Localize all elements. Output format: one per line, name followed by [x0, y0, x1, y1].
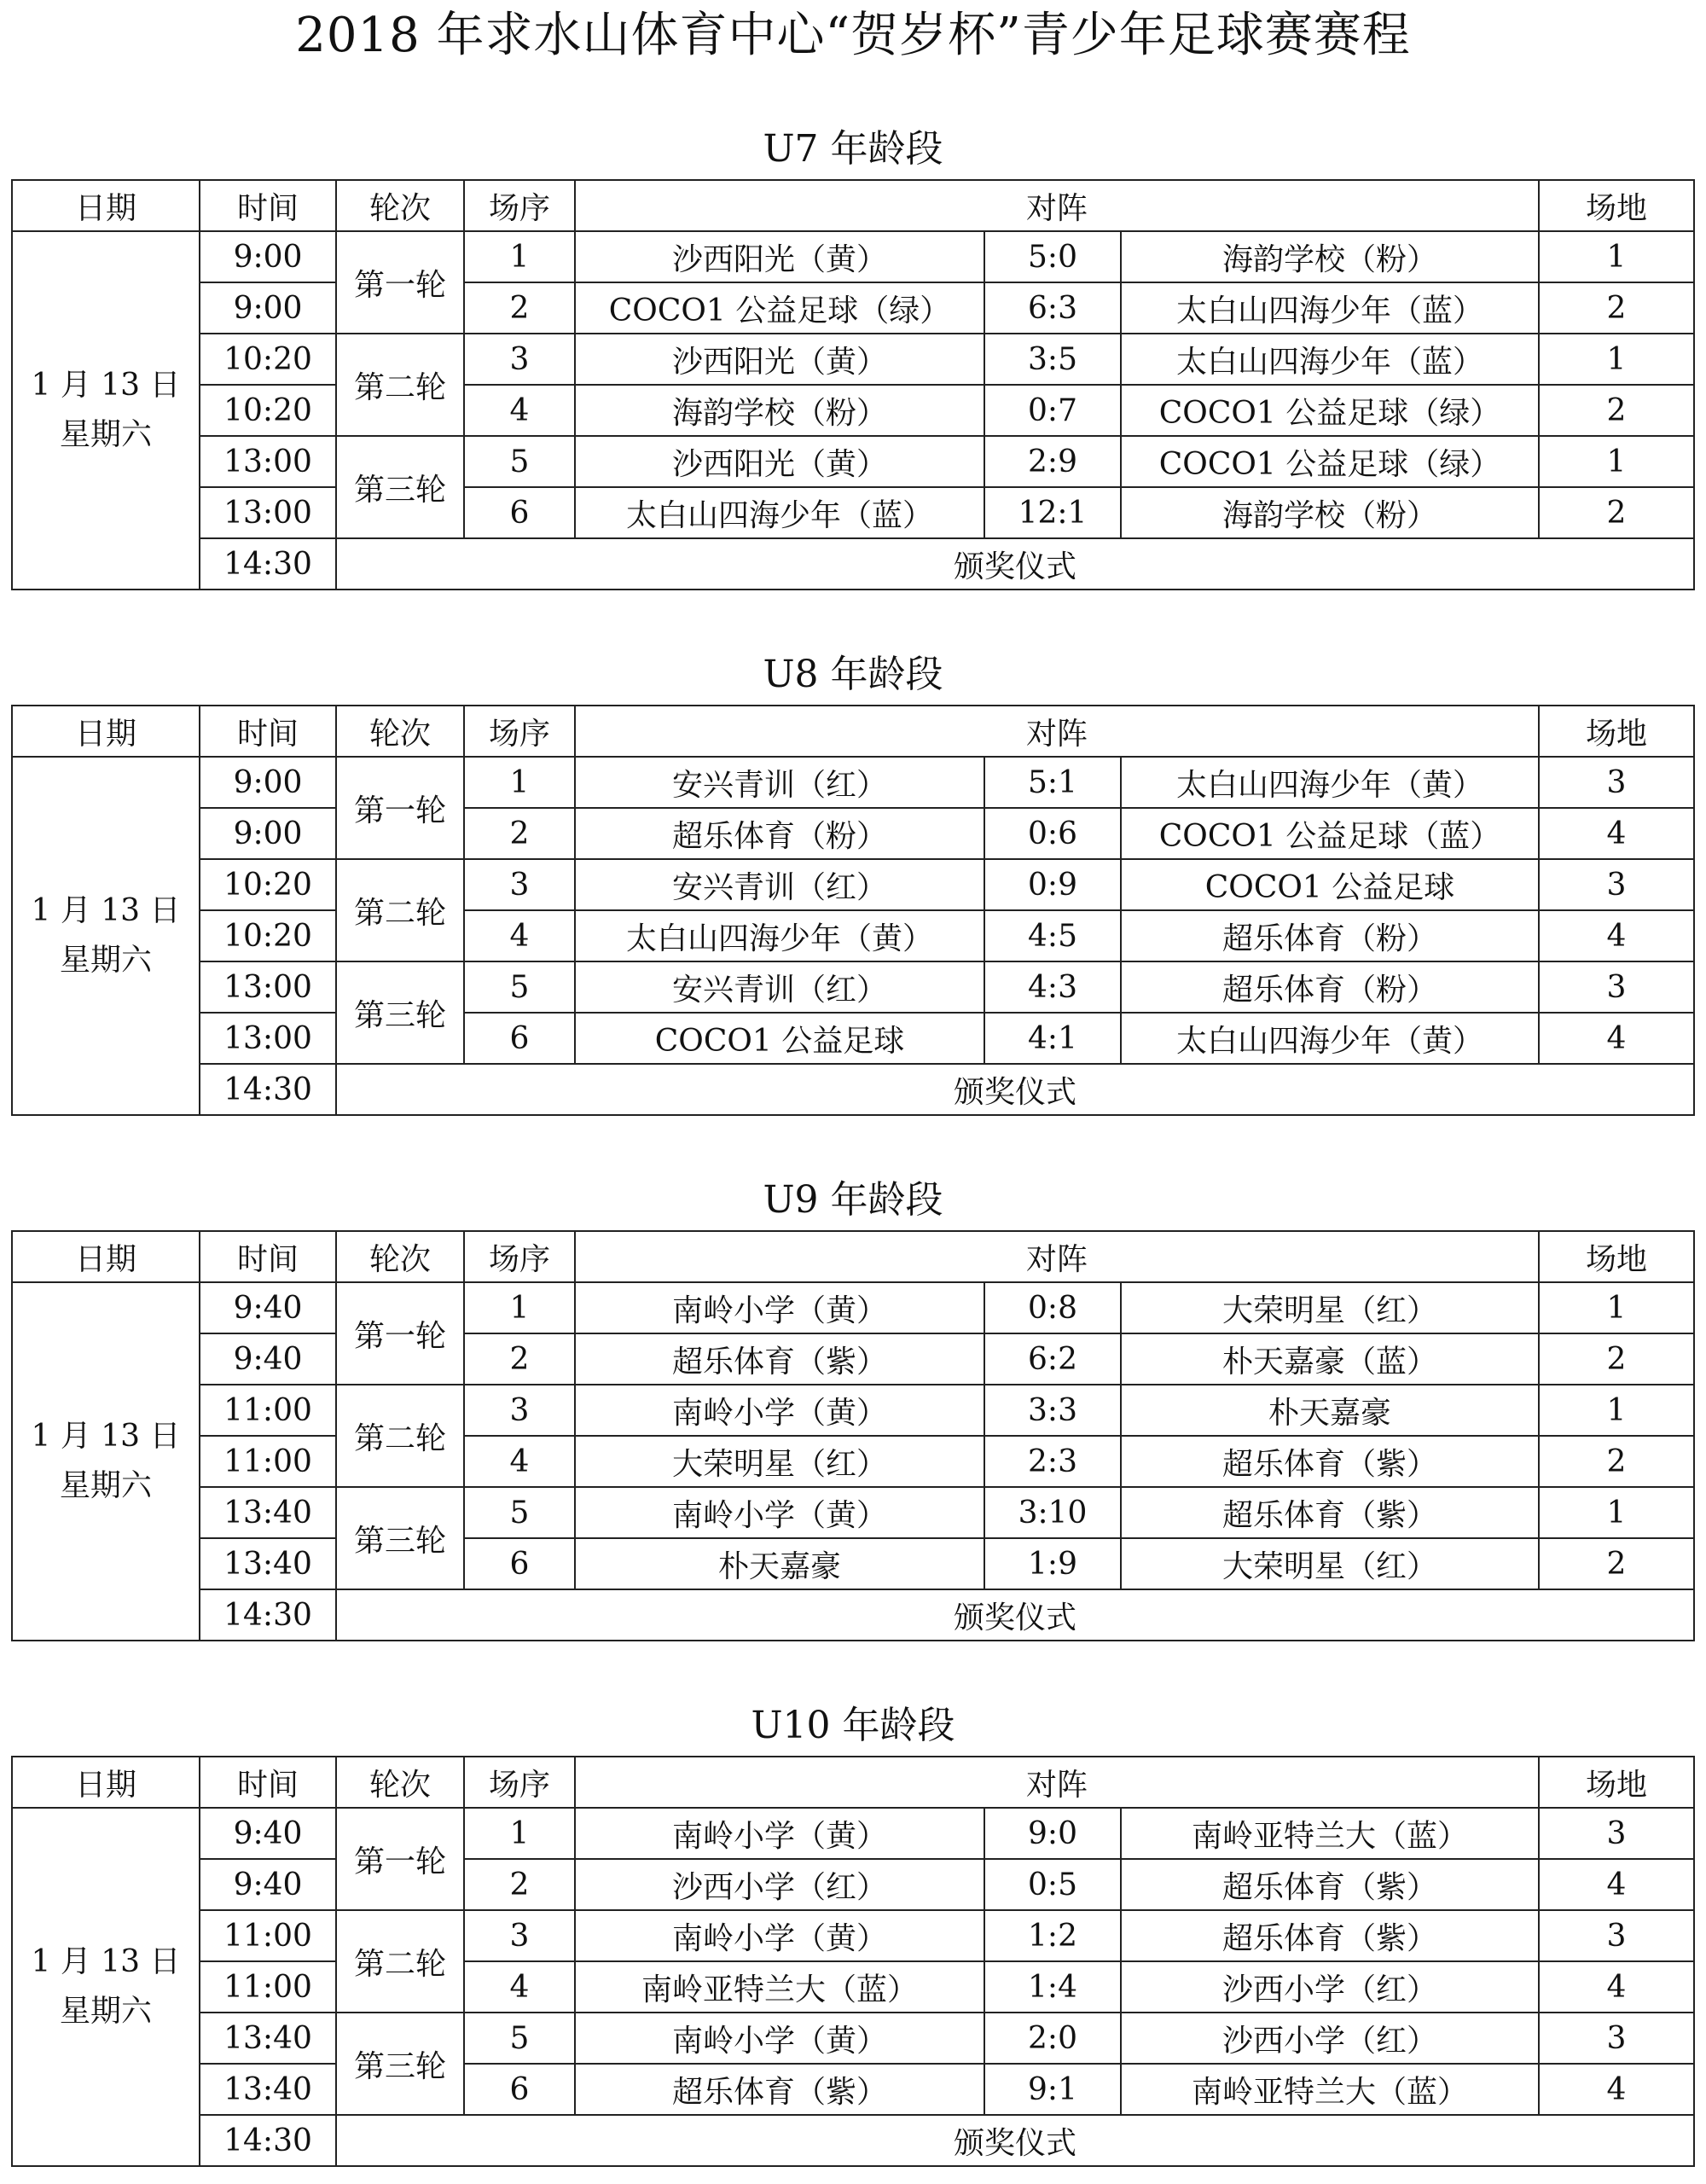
- section-title: U9 年龄段: [763, 1178, 943, 1222]
- match-seq: 4: [464, 910, 575, 961]
- field-number: 2: [1539, 385, 1694, 436]
- match-time: 9:40: [200, 1282, 336, 1333]
- header-seq: 场序: [464, 706, 575, 757]
- home-team: 南岭小学（黄）: [575, 1282, 984, 1333]
- match-time: 13:00: [200, 961, 336, 1013]
- match-time: 13:40: [200, 1487, 336, 1538]
- away-team: COCO1 公益足球: [1121, 859, 1539, 910]
- match-seq: 5: [464, 961, 575, 1013]
- home-team: COCO1 公益足球（绿）: [575, 282, 984, 334]
- away-team: 超乐体育（紫）: [1121, 1436, 1539, 1487]
- match-weekday: 星期六: [59, 1994, 152, 2029]
- match-seq: 2: [464, 808, 575, 859]
- match-seq: 4: [464, 1961, 575, 2013]
- match-score: 3:3: [984, 1385, 1121, 1436]
- home-team: COCO1 公益足球: [575, 1013, 984, 1064]
- round-label: 第三轮: [336, 961, 464, 1064]
- match-seq: 4: [464, 385, 575, 436]
- away-team: 海韵学校（粉）: [1121, 231, 1539, 282]
- header-round: 轮次: [336, 1231, 464, 1282]
- match-seq: 6: [464, 2064, 575, 2115]
- schedule-table: [11, 705, 1695, 1116]
- field-number: 2: [1539, 282, 1694, 334]
- header-match: 对阵: [575, 706, 1539, 757]
- away-team: 大荣明星（红）: [1121, 1538, 1539, 1589]
- match-score: 0:9: [984, 859, 1121, 910]
- away-team: 太白山四海少年（黄）: [1121, 1013, 1539, 1064]
- field-number: 4: [1539, 1961, 1694, 2013]
- match-row: [12, 231, 1694, 282]
- match-seq: 6: [464, 487, 575, 538]
- home-team: 沙西小学（红）: [575, 1859, 984, 1910]
- header-date: 日期: [12, 706, 200, 757]
- match-seq: 5: [464, 2013, 575, 2064]
- match-row: [12, 487, 1694, 538]
- ceremony-row: [12, 1064, 1694, 1115]
- match-row: [12, 1538, 1694, 1589]
- match-date: 1 月 13 日: [31, 893, 181, 928]
- round-label: 第二轮: [336, 859, 464, 961]
- header-row: [12, 1231, 1694, 1282]
- match-row: [12, 1436, 1694, 1487]
- header-date: 日期: [12, 180, 200, 231]
- match-seq: 1: [464, 757, 575, 808]
- match-score: 9:1: [984, 2064, 1121, 2115]
- home-team: 朴天嘉豪: [575, 1538, 984, 1589]
- match-time: 9:40: [200, 1808, 336, 1859]
- match-time: 13:00: [200, 1013, 336, 1064]
- document-title: 2018 年求水山体育中心“贺岁杯”青少年足球赛赛程: [295, 8, 1411, 63]
- header-time: 时间: [200, 706, 336, 757]
- age-group-section: [0, 119, 1706, 590]
- match-row: [12, 1961, 1694, 2013]
- match-time: 9:00: [200, 757, 336, 808]
- section-title: U7 年龄段: [763, 127, 943, 171]
- schedule-table: [11, 179, 1695, 590]
- match-time: 13:00: [200, 436, 336, 487]
- date-cell: [12, 757, 200, 1115]
- ceremony-row: [12, 538, 1694, 590]
- home-team: 南岭小学（黄）: [575, 1487, 984, 1538]
- match-score: 2:0: [984, 2013, 1121, 2064]
- away-team: 超乐体育（粉）: [1121, 961, 1539, 1013]
- away-team: 朴天嘉豪: [1121, 1385, 1539, 1436]
- match-row: [12, 1013, 1694, 1064]
- ceremony-label: 颁奖仪式: [336, 1064, 1694, 1115]
- match-seq: 3: [464, 1385, 575, 1436]
- ceremony-label: 颁奖仪式: [336, 538, 1694, 590]
- field-number: 3: [1539, 757, 1694, 808]
- home-team: 南岭小学（黄）: [575, 1808, 984, 1859]
- match-date: 1 月 13 日: [31, 1944, 181, 1979]
- home-team: 沙西阳光（黄）: [575, 231, 984, 282]
- match-score: 0:5: [984, 1859, 1121, 1910]
- match-time: 9:40: [200, 1333, 336, 1385]
- round-label: 第一轮: [336, 757, 464, 859]
- match-score: 2:9: [984, 436, 1121, 487]
- header-round: 轮次: [336, 180, 464, 231]
- match-row: [12, 1487, 1694, 1538]
- home-team: 沙西阳光（黄）: [575, 334, 984, 385]
- match-weekday: 星期六: [59, 1468, 152, 1503]
- home-team: 太白山四海少年（黄）: [575, 910, 984, 961]
- away-team: 南岭亚特兰大（蓝）: [1121, 1808, 1539, 1859]
- header-time: 时间: [200, 1757, 336, 1808]
- field-number: 4: [1539, 808, 1694, 859]
- match-date: 1 月 13 日: [31, 368, 181, 403]
- match-time: 13:40: [200, 2013, 336, 2064]
- match-seq: 2: [464, 1859, 575, 1910]
- away-team: 超乐体育（紫）: [1121, 1910, 1539, 1961]
- home-team: 安兴青训（红）: [575, 961, 984, 1013]
- header-seq: 场序: [464, 1757, 575, 1808]
- away-team: 沙西小学（红）: [1121, 1961, 1539, 2013]
- match-row: [12, 859, 1694, 910]
- age-group-section: [0, 1170, 1706, 1641]
- match-row: [12, 808, 1694, 859]
- round-label: 第一轮: [336, 1282, 464, 1385]
- header-field: 场地: [1539, 1757, 1694, 1808]
- home-team: 海韵学校（粉）: [575, 385, 984, 436]
- header-time: 时间: [200, 1231, 336, 1282]
- match-time: 13:40: [200, 1538, 336, 1589]
- match-row: [12, 1910, 1694, 1961]
- away-team: COCO1 公益足球（绿）: [1121, 436, 1539, 487]
- match-seq: 5: [464, 436, 575, 487]
- away-team: 超乐体育（粉）: [1121, 910, 1539, 961]
- match-score: 4:3: [984, 961, 1121, 1013]
- header-match: 对阵: [575, 1231, 1539, 1282]
- match-score: 1:9: [984, 1538, 1121, 1589]
- ceremony-time: 14:30: [200, 1064, 336, 1115]
- match-row: [12, 1333, 1694, 1385]
- away-team: 超乐体育（紫）: [1121, 1487, 1539, 1538]
- match-time: 11:00: [200, 1910, 336, 1961]
- round-label: 第二轮: [336, 1385, 464, 1487]
- field-number: 1: [1539, 1282, 1694, 1333]
- header-time: 时间: [200, 180, 336, 231]
- field-number: 3: [1539, 2013, 1694, 2064]
- match-seq: 1: [464, 1808, 575, 1859]
- header-round: 轮次: [336, 706, 464, 757]
- away-team: 大荣明星（红）: [1121, 1282, 1539, 1333]
- match-score: 3:5: [984, 334, 1121, 385]
- match-score: 1:4: [984, 1961, 1121, 2013]
- home-team: 超乐体育（紫）: [575, 2064, 984, 2115]
- match-row: [12, 334, 1694, 385]
- match-row: [12, 1385, 1694, 1436]
- home-team: 太白山四海少年（蓝）: [575, 487, 984, 538]
- field-number: 3: [1539, 961, 1694, 1013]
- header-field: 场地: [1539, 180, 1694, 231]
- match-score: 2:3: [984, 1436, 1121, 1487]
- schedule-table: [11, 1756, 1695, 2167]
- match-time: 13:40: [200, 2064, 336, 2115]
- header-row: [12, 180, 1694, 231]
- match-weekday: 星期六: [59, 943, 152, 978]
- match-seq: 2: [464, 282, 575, 334]
- round-label: 第一轮: [336, 231, 464, 334]
- age-group-section: [0, 1696, 1706, 2167]
- match-seq: 6: [464, 1538, 575, 1589]
- match-seq: 5: [464, 1487, 575, 1538]
- ceremony-label: 颁奖仪式: [336, 1589, 1694, 1641]
- match-seq: 1: [464, 231, 575, 282]
- match-row: [12, 2064, 1694, 2115]
- match-score: 9:0: [984, 1808, 1121, 1859]
- header-match: 对阵: [575, 180, 1539, 231]
- home-team: 南岭小学（黄）: [575, 1385, 984, 1436]
- match-row: [12, 961, 1694, 1013]
- home-team: 南岭小学（黄）: [575, 1910, 984, 1961]
- match-time: 10:20: [200, 859, 336, 910]
- match-seq: 2: [464, 1333, 575, 1385]
- header-field: 场地: [1539, 1231, 1694, 1282]
- ceremony-label: 颁奖仪式: [336, 2115, 1694, 2166]
- field-number: 3: [1539, 1910, 1694, 1961]
- match-seq: 4: [464, 1436, 575, 1487]
- home-team: 大荣明星（红）: [575, 1436, 984, 1487]
- match-seq: 3: [464, 859, 575, 910]
- round-label: 第三轮: [336, 436, 464, 538]
- away-team: 太白山四海少年（黄）: [1121, 757, 1539, 808]
- field-number: 2: [1539, 1333, 1694, 1385]
- date-cell: [12, 1282, 200, 1641]
- field-number: 3: [1539, 1808, 1694, 1859]
- round-label: 第二轮: [336, 334, 464, 436]
- header-date: 日期: [12, 1757, 200, 1808]
- date-cell: [12, 1808, 200, 2166]
- schedule-table: [11, 1230, 1695, 1641]
- away-team: COCO1 公益足球（绿）: [1121, 385, 1539, 436]
- match-score: 5:1: [984, 757, 1121, 808]
- match-row: [12, 2013, 1694, 2064]
- field-number: 1: [1539, 231, 1694, 282]
- home-team: 南岭亚特兰大（蓝）: [575, 1961, 984, 2013]
- match-time: 11:00: [200, 1436, 336, 1487]
- field-number: 2: [1539, 1538, 1694, 1589]
- match-row: [12, 385, 1694, 436]
- match-time: 9:00: [200, 808, 336, 859]
- match-seq: 3: [464, 1910, 575, 1961]
- match-score: 0:6: [984, 808, 1121, 859]
- match-time: 9:00: [200, 231, 336, 282]
- round-label: 第三轮: [336, 2013, 464, 2115]
- field-number: 4: [1539, 1013, 1694, 1064]
- field-number: 1: [1539, 334, 1694, 385]
- header-seq: 场序: [464, 180, 575, 231]
- away-team: 超乐体育（紫）: [1121, 1859, 1539, 1910]
- ceremony-row: [12, 2115, 1694, 2166]
- round-label: 第二轮: [336, 1910, 464, 2013]
- date-cell: [12, 231, 200, 590]
- match-weekday: 星期六: [59, 417, 152, 452]
- home-team: 安兴青训（红）: [575, 859, 984, 910]
- section-title: U10 年龄段: [751, 1704, 955, 1747]
- match-score: 6:2: [984, 1333, 1121, 1385]
- field-number: 3: [1539, 859, 1694, 910]
- header-date: 日期: [12, 1231, 200, 1282]
- match-seq: 1: [464, 1282, 575, 1333]
- header-seq: 场序: [464, 1231, 575, 1282]
- match-score: 3:10: [984, 1487, 1121, 1538]
- match-score: 12:1: [984, 487, 1121, 538]
- away-team: COCO1 公益足球（蓝）: [1121, 808, 1539, 859]
- match-score: 1:2: [984, 1910, 1121, 1961]
- match-row: [12, 1859, 1694, 1910]
- match-time: 10:20: [200, 334, 336, 385]
- match-score: 5:0: [984, 231, 1121, 282]
- match-time: 11:00: [200, 1385, 336, 1436]
- age-group-section: [0, 645, 1706, 1116]
- match-time: 9:00: [200, 282, 336, 334]
- match-score: 0:8: [984, 1282, 1121, 1333]
- away-team: 太白山四海少年（蓝）: [1121, 334, 1539, 385]
- field-number: 1: [1539, 1487, 1694, 1538]
- section-title: U8 年龄段: [763, 653, 943, 696]
- header-field: 场地: [1539, 706, 1694, 757]
- match-seq: 6: [464, 1013, 575, 1064]
- away-team: 太白山四海少年（蓝）: [1121, 282, 1539, 334]
- header-round: 轮次: [336, 1757, 464, 1808]
- field-number: 1: [1539, 436, 1694, 487]
- match-score: 0:7: [984, 385, 1121, 436]
- match-time: 10:20: [200, 910, 336, 961]
- match-time: 9:40: [200, 1859, 336, 1910]
- match-row: [12, 757, 1694, 808]
- header-match: 对阵: [575, 1757, 1539, 1808]
- round-label: 第一轮: [336, 1808, 464, 1910]
- ceremony-time: 14:30: [200, 2115, 336, 2166]
- home-team: 安兴青训（红）: [575, 757, 984, 808]
- match-time: 10:20: [200, 385, 336, 436]
- match-row: [12, 436, 1694, 487]
- field-number: 4: [1539, 910, 1694, 961]
- match-time: 11:00: [200, 1961, 336, 2013]
- match-row: [12, 1808, 1694, 1859]
- match-date: 1 月 13 日: [31, 1419, 181, 1454]
- away-team: 朴天嘉豪（蓝）: [1121, 1333, 1539, 1385]
- away-team: 沙西小学（红）: [1121, 2013, 1539, 2064]
- field-number: 4: [1539, 2064, 1694, 2115]
- round-label: 第三轮: [336, 1487, 464, 1589]
- ceremony-time: 14:30: [200, 538, 336, 590]
- match-row: [12, 910, 1694, 961]
- match-time: 13:00: [200, 487, 336, 538]
- ceremony-time: 14:30: [200, 1589, 336, 1641]
- match-score: 4:5: [984, 910, 1121, 961]
- away-team: 南岭亚特兰大（蓝）: [1121, 2064, 1539, 2115]
- home-team: 超乐体育（粉）: [575, 808, 984, 859]
- field-number: 2: [1539, 1436, 1694, 1487]
- match-seq: 3: [464, 334, 575, 385]
- home-team: 沙西阳光（黄）: [575, 436, 984, 487]
- match-row: [12, 1282, 1694, 1333]
- field-number: 4: [1539, 1859, 1694, 1910]
- field-number: 2: [1539, 487, 1694, 538]
- ceremony-row: [12, 1589, 1694, 1641]
- header-row: [12, 1757, 1694, 1808]
- match-score: 4:1: [984, 1013, 1121, 1064]
- home-team: 超乐体育（紫）: [575, 1333, 984, 1385]
- away-team: 海韵学校（粉）: [1121, 487, 1539, 538]
- header-row: [12, 706, 1694, 757]
- match-row: [12, 282, 1694, 334]
- match-score: 6:3: [984, 282, 1121, 334]
- field-number: 1: [1539, 1385, 1694, 1436]
- home-team: 南岭小学（黄）: [575, 2013, 984, 2064]
